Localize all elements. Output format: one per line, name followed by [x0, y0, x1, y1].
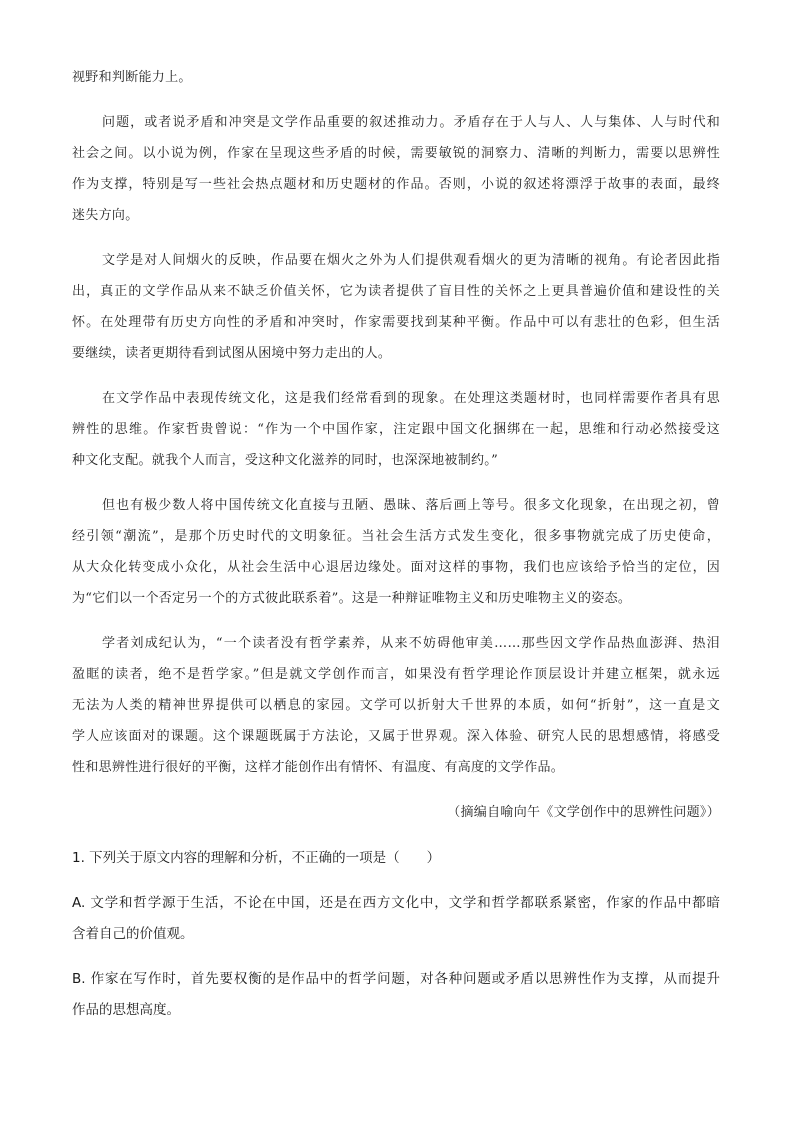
passage-line: 性和思辨性进行很好的平衡，这样才能创作出有情怀、有温度、有高度的文学作品。 [72, 760, 565, 775]
passage-line: 经引领“潮流”，是那个历史时代的文明象征。当社会生活方式发生变化，很多事物就完成了历史使命， [72, 529, 720, 544]
passage-line: 出，真正的文学作品从来不缺乏价值关怀，它为读者提供了盲目性的关怀之上更具普遍价值和建设性的关 [72, 284, 720, 299]
passage-line: 学者刘成纪认为，“一个读者没有哲学素养，从来不妨碍他审美……那些因文学作品热血澎湃、热泪 [102, 636, 720, 651]
option-b-line: B. 作家在写作时，首先要权衡的是作品中的哲学问题，对各种问题或矛盾以思辨性作为支撑，从而提升 [72, 971, 720, 987]
option-a-line: 含着自己的价值观。 [72, 926, 194, 942]
passage-line: 学人应该面对的课题。这个课题既属于方法论，又属于世界观。深入体验、研究人民的思想感情，将感受 [72, 729, 720, 744]
passage-line: 文学是对人间烟火的反映，作品要在烟火之外为人们提供观看烟火的更为清晰的视角。有论者因此指 [102, 253, 720, 268]
passage-line: 在文学作品中表现传统文化，这是我们经常看到的现象。在处理这类题材时，也同样需要作者具有思 [102, 391, 720, 406]
passage-line: 盈眶的读者，绝不是哲学家。”但是就文学创作而言，如果没有哲学理论作顶层设计并建立框架，就永远 [72, 667, 720, 682]
passage-line: 作为支撑，特别是写一些社会热点题材和历史题材的作品。否则，小说的叙述将漂浮于故事的表面，最终 [72, 177, 720, 192]
passage-line: 种文化支配。就我个人而言，受这种文化滋养的同时，也深深地被制约。” [72, 453, 499, 468]
passage-line: 迷失方向。 [72, 208, 139, 223]
option-a-line: A. 文学和哲学源于生活，不论在中国，还是在西方文化中，文学和哲学都联系紧密，作家的作品中都暗 [72, 895, 720, 911]
passage-line: 要继续，读者更期待看到试图从困境中努力走出的人。 [72, 346, 392, 361]
passage-line: 视野和判断能力上。 [72, 70, 192, 85]
passage-line: 辨性的思维。作家哲贵曾说：“作为一个中国作家，注定跟中国文化捆绑在一起，思维和行动必然接受这 [72, 422, 720, 437]
passage-line: 从大众化转变成小众化，从社会生活中心退居边缘处。面对这样的事物，我们也应该给予恰当的定位，因 [72, 560, 720, 575]
question-stem: 1. 下列关于原文内容的理解和分析，不正确的一项是（ ） [72, 850, 441, 866]
passage-line: 社会之间。以小说为例，作家在呈现这些矛盾的时候，需要敏锐的洞察力、清晰的判断力，需要以思辨性 [72, 146, 720, 161]
passage-line: 但也有极少数人将中国传统文化直接与丑陋、愚昧、落后画上等号。很多文化现象，在出现之初，曾 [102, 498, 720, 513]
passage-line: 为“它们以一个否定另一个的方式彼此联系着”。这是一种辩证唯物主义和历史唯物主义的姿态。 [72, 591, 632, 606]
passage-line: 无法为人类的精神世界提供可以栖息的家园。文学可以折射大千世界的本质，如何“折射”，这一直是文 [72, 698, 720, 713]
source-citation: （摘编自喻向午《文学创作中的思辨性问题》） [447, 805, 720, 820]
passage-line: 怀。在处理带有历史方向性的矛盾和冲突时，作家需要找到某种平衡。作品中可以有悲壮的色彩，但生活 [72, 315, 720, 330]
option-b-line: 作品的思想高度。 [72, 1002, 180, 1018]
passage-line: 问题，或者说矛盾和冲突是文学作品重要的叙述推动力。矛盾存在于人与人、人与集体、人与时代和 [102, 115, 720, 130]
